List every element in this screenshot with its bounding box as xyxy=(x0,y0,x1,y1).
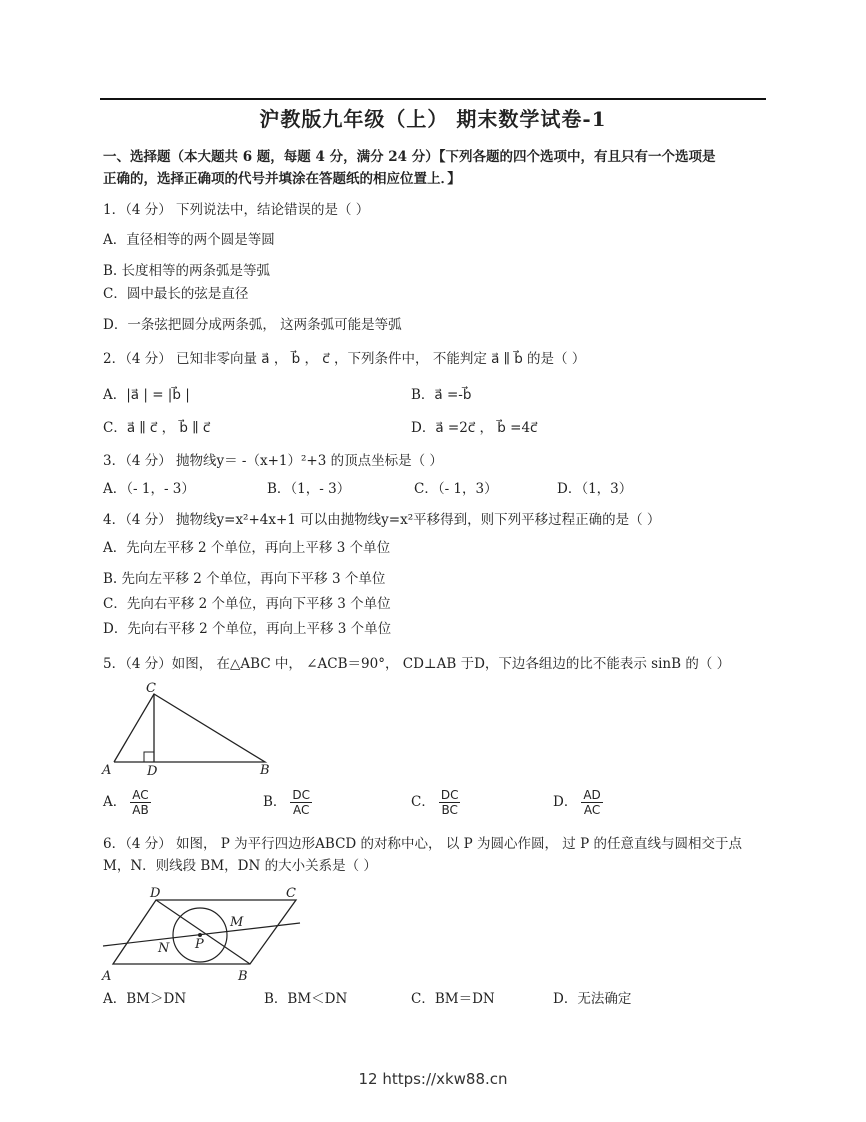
q3-option-c: C．（- 1，3） xyxy=(414,481,498,497)
q6-parallelogram-figure xyxy=(100,884,310,984)
page-footer: 12 https://xkw88.cn xyxy=(358,1070,508,1088)
vertex-c-label: C xyxy=(286,886,296,901)
q6-stem-line1: 6．（4 分） 如图， P 为平行四边形ABCD 的对称中心， 以 P 为圆心作圆， 过 P 的任意直线与圆相交于点 xyxy=(103,836,742,852)
q2-option-d: D．a⃗ =2c⃗ ， b⃗ =4c⃗ xyxy=(411,420,538,436)
vertex-a-label: A xyxy=(102,969,112,984)
q5-a-numerator: AC xyxy=(132,788,149,802)
q4-stem: 4．（4 分） 抛物线y=x²+4x+1 可以由抛物线y=x²平移得到，则下列平移过程正确的是（ ） xyxy=(103,512,661,528)
q4-option-c: C．先向右平移 2 个单位，再向下平移 3 个单位 xyxy=(103,596,391,612)
q1-stem: 1．（4 分） 下列说法中，结论错误的是（ ） xyxy=(103,202,370,218)
q5-triangle-figure xyxy=(100,678,280,778)
q4-option-d: D．先向右平移 2 个单位，再向上平移 3 个单位 xyxy=(103,621,392,637)
right-angle-mark xyxy=(144,752,154,762)
q2-stem: 2．（4 分） 已知非零向量 a⃗ ， b⃗ ， c⃗ ，下列条件中， 不能判定 a⃗ ∥ b⃗ 的是（ ） xyxy=(103,351,586,367)
q1-option-b: B. 长度相等的两条弧是等弧 xyxy=(103,263,271,279)
diagonal-db xyxy=(156,900,250,964)
q5-b-numerator: DC xyxy=(292,788,311,802)
vertex-c-label: C xyxy=(146,681,156,696)
q6-option-b: B．BM＜DN xyxy=(264,991,348,1007)
q1-option-a: A．直径相等的两个圆是等圆 xyxy=(103,232,275,248)
q5-option-a-fraction xyxy=(130,788,150,817)
q5-b-denominator: AC xyxy=(293,803,310,817)
q3-option-b: B．（1，- 3） xyxy=(267,481,351,497)
parallelogram-abcd xyxy=(113,900,296,964)
q6-option-c: C．BM＝DN xyxy=(411,991,495,1007)
q3-option-a: A．（- 1，- 3） xyxy=(103,481,195,497)
q5-a-denominator: AB xyxy=(132,803,149,817)
q5-option-b-letter: B． xyxy=(263,794,287,810)
q4-option-b: B. 先向左平移 2 个单位，再向下平移 3 个单位 xyxy=(103,571,386,587)
q5-option-d xyxy=(553,788,603,817)
q5-option-d-fraction xyxy=(581,788,602,817)
vertex-b-label: B xyxy=(260,763,270,778)
q3-option-d: D．（1，3） xyxy=(557,481,633,497)
title-rule xyxy=(100,98,766,100)
q2-option-c: C．a⃗ ∥ c⃗ ， b⃗ ∥ c⃗ xyxy=(103,420,211,436)
q5-option-c xyxy=(411,788,460,817)
q2-option-b: B．a⃗ =-b⃗ xyxy=(411,387,472,403)
q1-option-d: D．一条弦把圆分成两条弧， 这两条弧可能是等弧 xyxy=(103,317,402,333)
q5-option-c-letter: C． xyxy=(411,794,435,810)
q3-stem: 3．（4 分） 抛物线y＝ -（x+1）²+3 的顶点坐标是（ ） xyxy=(103,453,443,469)
vertex-d-label: D xyxy=(150,886,161,901)
q5-option-d-letter: D． xyxy=(553,794,578,810)
vertex-a-label: A xyxy=(102,763,112,778)
q1-option-c: C．圆中最长的弦是直径 xyxy=(103,286,249,302)
page-title: 沪教版九年级（上） 期末数学试卷-1 xyxy=(259,107,607,131)
foot-d-label: D xyxy=(147,764,158,778)
section-header-line2: 正确的，选择正确项的代号并填涂在答题纸的相应位置上．】 xyxy=(103,171,461,187)
q5-stem: 5．（4 分）如图， 在△ABC 中， ∠ACB＝90°， CD⊥AB 于D，下边各组边的比不能表示 sinB 的（ ） xyxy=(103,656,731,672)
q5-c-numerator: DC xyxy=(440,788,459,802)
q5-d-denominator: AC xyxy=(583,803,601,817)
point-n-label: N xyxy=(158,941,170,956)
q5-option-a xyxy=(103,788,151,817)
vertex-b-label: B xyxy=(238,969,248,984)
q5-option-a-letter: A． xyxy=(103,794,127,810)
q5-d-numerator: AD xyxy=(583,788,601,802)
q5-option-b xyxy=(263,788,312,817)
q5-option-b-fraction xyxy=(290,788,312,817)
triangle-abc xyxy=(114,694,265,762)
q6-stem-line2: M，N．则线段 BM，DN 的大小关系是（ ） xyxy=(103,858,377,874)
q6-option-d: D．无法确定 xyxy=(553,991,632,1007)
q6-option-a: A．BM＞DN xyxy=(103,991,187,1007)
point-p-label: P xyxy=(195,937,204,952)
q5-option-c-fraction xyxy=(439,788,461,817)
q4-option-a: A．先向左平移 2 个单位，再向上平移 3 个单位 xyxy=(103,540,391,556)
section-header-line1: 一、选择题（本大题共 6 题，每题 4 分，满分 24 分）【下列各题的四个选项中，有且只有一个选项是 xyxy=(103,149,716,165)
q5-c-denominator: BC xyxy=(441,803,458,817)
q2-option-a: A．|a⃗ | = |b⃗ | xyxy=(103,387,190,403)
point-m-label: M xyxy=(230,915,244,930)
